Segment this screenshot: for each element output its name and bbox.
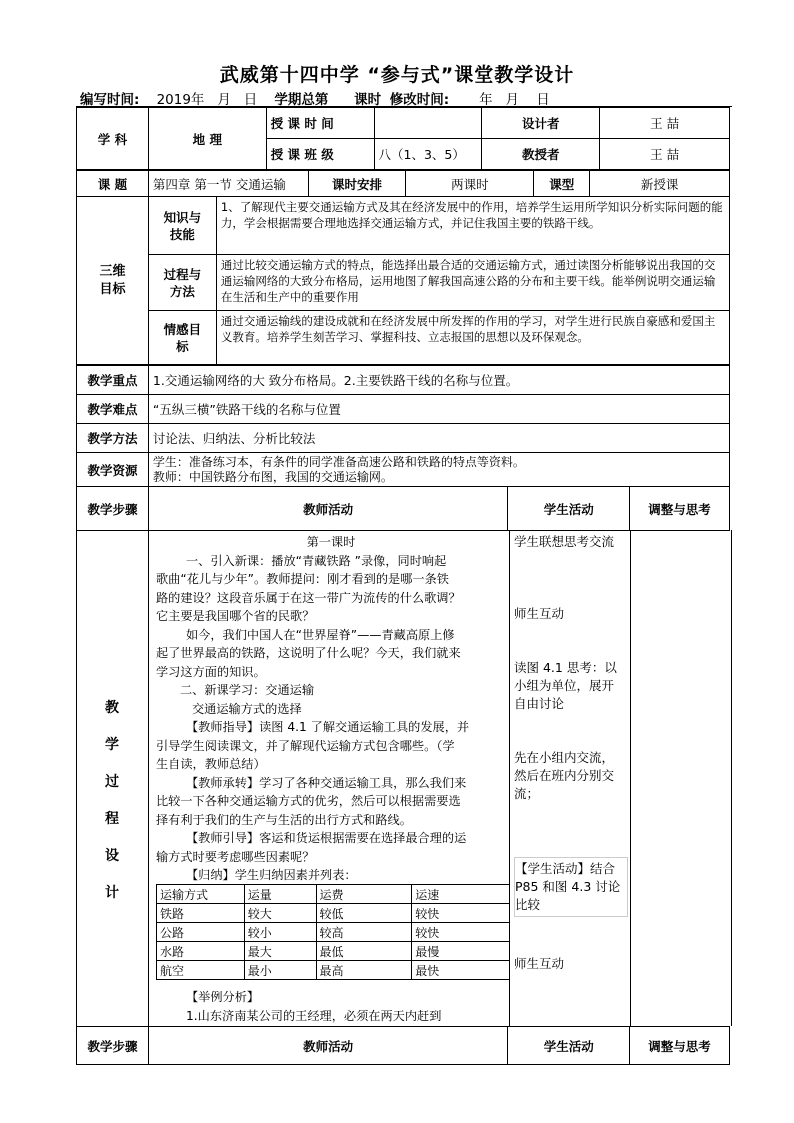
- transport-table: [156, 884, 510, 980]
- meta-line: [80, 88, 550, 108]
- transport-cell: 较低: [316, 904, 412, 923]
- transport-cell: 最高: [316, 961, 412, 980]
- key-label: 教学重点: [77, 366, 149, 395]
- teach-class-value: 八（1、3、5）: [374, 139, 482, 170]
- side-char: 设: [105, 848, 119, 864]
- type-label: 课型: [534, 171, 590, 197]
- side-char: 过: [105, 774, 119, 790]
- teacher-value: 王 喆: [600, 139, 730, 170]
- steps-col3: 学生活动: [508, 487, 630, 531]
- schedule-value: 两课时: [406, 171, 534, 197]
- method-label: 教学方法: [77, 424, 149, 453]
- goals-group-text: 三维目标: [99, 263, 126, 297]
- write-time-label: 编写时间:: [80, 92, 140, 108]
- transport-header-cell: 运速: [412, 885, 510, 904]
- subject-label: 学 科: [77, 108, 149, 170]
- activity-line: 【教师承转】学习了各种交通运输工具，那么我们来: [186, 775, 467, 790]
- teacher-label: 教授者: [482, 139, 600, 170]
- transport-cell: 铁路: [157, 904, 245, 923]
- table-row: [157, 961, 510, 980]
- difficult-text: “五纵三横”铁路干线的名称与位置: [148, 395, 729, 424]
- steps-header-table: [76, 486, 730, 531]
- process-side-label: [76, 690, 148, 912]
- goals-group-label: [77, 197, 149, 365]
- meta-month: 月: [217, 92, 231, 108]
- modify-time-label: 修改时间:: [389, 92, 450, 108]
- teach-time-value: [374, 108, 482, 139]
- transport-cell: 最小: [244, 961, 316, 980]
- footer-col1: 教学步骤: [77, 1027, 149, 1065]
- footer-col3: 学生活动: [508, 1027, 630, 1065]
- activity-line: 择有利于我们的生产与生活的出行方式和路线。: [156, 812, 412, 827]
- knowledge-label: 知识与技能: [148, 197, 216, 255]
- transport-cell: 最慢: [412, 942, 510, 961]
- student-note-1: 学生联想思考交流: [514, 534, 615, 549]
- activity-line: 【归纳】学生归纳因素并列表：: [186, 868, 357, 882]
- student-note-2: 师生互动: [514, 606, 565, 621]
- activity-line: 第一课时: [306, 535, 356, 549]
- process-divider-3: [630, 530, 631, 1026]
- student-note-6: 师生互动: [514, 956, 565, 971]
- activity-line: 学习这方面的知识。: [156, 664, 266, 679]
- student-note-5: 【学生活动】结合 P85 和图 4.3 讨论比较: [514, 857, 628, 917]
- type-value: 新授课: [590, 171, 730, 197]
- activity-line: 如今，我们中国人在“世界屋脊”——青藏高原上修: [186, 627, 455, 642]
- key-text: 1.交通运输网络的大 致分布格局。2.主要铁路干线的名称与位置。: [148, 366, 729, 395]
- side-char: 教: [105, 700, 119, 716]
- emotion-text: 通过交通运输线的建设成就和在经济发展中所发挥的作用的学习，对学生进行民族自豪感和爱国主义教育。培养学生刻苦学习、掌握科技、立志报国的思想以及环保观念。: [216, 311, 729, 365]
- activity-line: 二、新课学习：交通运输: [180, 683, 315, 697]
- transport-cell: 最低: [316, 942, 412, 961]
- transport-cell: 较高: [316, 923, 412, 942]
- activity-line: 【举例分析】: [186, 990, 260, 1004]
- resource-label: 教学资源: [77, 453, 149, 487]
- student-note-4: 先在小组内交流，然后在班内分别交流；: [514, 750, 615, 801]
- process-divider-1: [148, 530, 149, 1026]
- activity-line: 交通运输方式的选择: [192, 701, 302, 716]
- activity-line: 它主要是我国哪个省的民歌？: [156, 609, 315, 623]
- header-table: [76, 107, 730, 170]
- goals-table: [76, 196, 730, 365]
- process-text: 通过比较交通运输方式的特点，能选择出最合适的交通运输方式，通过读图分析能够说出我国的交通运输网络的大致分布格局，运用地图了解我国高速公路的分布和主要干线。能举例说明交通运输在生活和生产中的重要作用: [216, 255, 729, 311]
- difficult-label: 教学难点: [77, 395, 149, 424]
- transport-header-cell: 运输方式: [157, 885, 245, 904]
- method-text: 讨论法、归纳法、分析比较法: [148, 424, 729, 453]
- transport-cell: 航空: [157, 961, 245, 980]
- activity-line: 一、引入新课：播放“青藏铁路 ”录像，同时响起: [186, 553, 447, 568]
- side-char: 程: [105, 811, 119, 827]
- footer-col2: 教师活动: [148, 1027, 507, 1065]
- activity-line: 【教师引导】客运和货运根据需要在选择最合理的运: [186, 831, 467, 845]
- designer-label: 设计者: [482, 108, 600, 139]
- steps-col2: 教师活动: [148, 487, 507, 531]
- schedule-label: 课时安排: [308, 171, 406, 197]
- activity-line: 引导学生阅读课文，并了解现代运输方式包含哪些。（学: [156, 738, 455, 753]
- meta-lesson-hours: 课时: [354, 92, 382, 108]
- transport-header-cell: 运量: [244, 885, 316, 904]
- transport-cell: 最大: [244, 942, 316, 961]
- designer-value: 王 喆: [600, 108, 730, 139]
- transport-cell: 较小: [244, 923, 316, 942]
- transport-cell: 公路: [157, 923, 245, 942]
- side-char: 学: [105, 737, 119, 753]
- meta-year: 2019年: [156, 92, 205, 108]
- resource-line-1: 学生：准备练习本，有条件的同学准备高速公路和铁路的特点等资料。: [152, 454, 525, 469]
- transport-cell: 较大: [244, 904, 316, 923]
- table-row: [157, 904, 510, 923]
- transport-header-cell: 运费: [316, 885, 412, 904]
- meta-day: 日: [243, 92, 258, 108]
- footer-table: [76, 1026, 730, 1065]
- transport-cell: 较快: [412, 904, 510, 923]
- steps-col4: 调整与思考: [630, 487, 730, 531]
- teacher-activity-after: [156, 988, 506, 1025]
- activity-line: 路的建设？这段音乐属于在这一带广为流传的什么歌调？: [156, 590, 461, 605]
- teach-class-label: 授 课 班 级: [266, 139, 374, 170]
- process-label: 过程与方法: [148, 255, 216, 311]
- resource-line-2: 教师：中国铁路分布图，我国的交通运输网。: [152, 469, 393, 484]
- resource-text: [148, 453, 729, 487]
- topic-value: 第四章 第一节 交通运输: [148, 171, 308, 197]
- transport-cell: 较快: [412, 923, 510, 942]
- footer-col4: 调整与思考: [630, 1027, 730, 1065]
- activity-line: 比较一下各种交通运输方式的优劣，然后可以根据需要选: [156, 794, 461, 808]
- side-char: 计: [105, 885, 119, 901]
- activity-line: 生自读，教师总结）: [156, 757, 266, 771]
- steps-col1: 教学步骤: [77, 487, 149, 531]
- meta-term-week: 学期总第: [274, 92, 329, 108]
- emotion-label: 情感目标: [148, 311, 216, 365]
- table-row: [157, 942, 510, 961]
- transport-cell: 最快: [412, 961, 510, 980]
- topic-label: 课 题: [77, 171, 149, 197]
- teacher-activity: [156, 533, 506, 885]
- subject-value: 地 理: [148, 108, 266, 170]
- transport-cell: 水路: [157, 942, 245, 961]
- rows-table: [76, 365, 730, 487]
- page-title: 武威第十四中学 “参与式”课堂教学设计: [219, 64, 575, 86]
- topic-table: [76, 170, 730, 197]
- activity-line: 【教师指导】读图 4.1 了解交通运输工具的发展，并: [186, 720, 470, 734]
- meta-month2: 月: [505, 92, 520, 108]
- meta-day2: 日: [536, 92, 550, 108]
- activity-line: 歌曲“花儿与少年”。教师提问：刚才看到的是哪一条铁: [156, 572, 449, 586]
- table-row: [157, 923, 510, 942]
- activity-line: 起了世界最高的铁路，这说明了什么呢？今天，我们就来: [156, 646, 461, 660]
- meta-year2: 年: [479, 92, 493, 108]
- student-note-3: 读图 4.1 思考：以小组为单位，展开自由讨论: [514, 660, 617, 711]
- teach-time-label: 授 课 时 间: [266, 108, 374, 139]
- activity-line: 1.山东济南某公司的王经理，必须在两天内赶到: [186, 1008, 442, 1023]
- knowledge-text: 1、了解现代主要交通运输方式及其在经济发展中的作用，培养学生运用所学知识分析实际问题的能力，学会根据需要合理地选择交通运输方式，并记住我国主要的铁路干线。: [216, 197, 729, 255]
- activity-line: 输方式时要考虑哪些因素呢？: [156, 849, 315, 864]
